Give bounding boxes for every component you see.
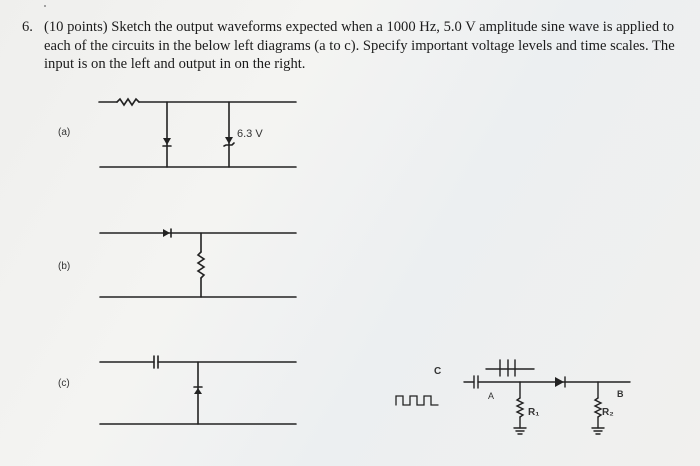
square-wave-icon <box>396 396 438 405</box>
circuit-c <box>100 356 296 424</box>
shunt-resistor <box>198 252 204 278</box>
zener-voltage-label: 6.3 V <box>237 128 263 140</box>
zener-diode-icon <box>225 137 233 144</box>
circuit-b-label: (b) <box>58 261 71 272</box>
diode-c-icon <box>194 388 202 394</box>
capacitor-c-label: C <box>434 366 442 377</box>
diode-b-icon <box>163 229 170 237</box>
resistor-r1 <box>517 398 523 417</box>
question-text: (10 points) Sketch the output waveforms expected when a 1000 Hz, 5.0 V amplitude sine wave is applied to each of the circuits in the below left diagrams (a to c). Specify important voltage levels and time scales. The input is on the left and output in on the right. <box>44 19 675 72</box>
diode-clamp-icon <box>555 377 564 387</box>
circuit-a <box>99 99 296 167</box>
node-b-label: B <box>617 389 624 399</box>
resistor-r2-label: R₂ <box>602 407 614 418</box>
series-resistor <box>117 99 139 105</box>
circuit-b <box>100 229 296 297</box>
clamp-circuit <box>396 360 630 434</box>
resistor-r2 <box>595 398 601 417</box>
resistor-r1-label: R₁ <box>528 407 540 418</box>
node-a-label: A <box>488 391 495 401</box>
circuit-a-label: (a) <box>58 127 71 138</box>
question-number: 6. <box>22 19 33 35</box>
diode-a-icon <box>163 138 171 145</box>
circuit-c-label: (c) <box>58 378 70 389</box>
